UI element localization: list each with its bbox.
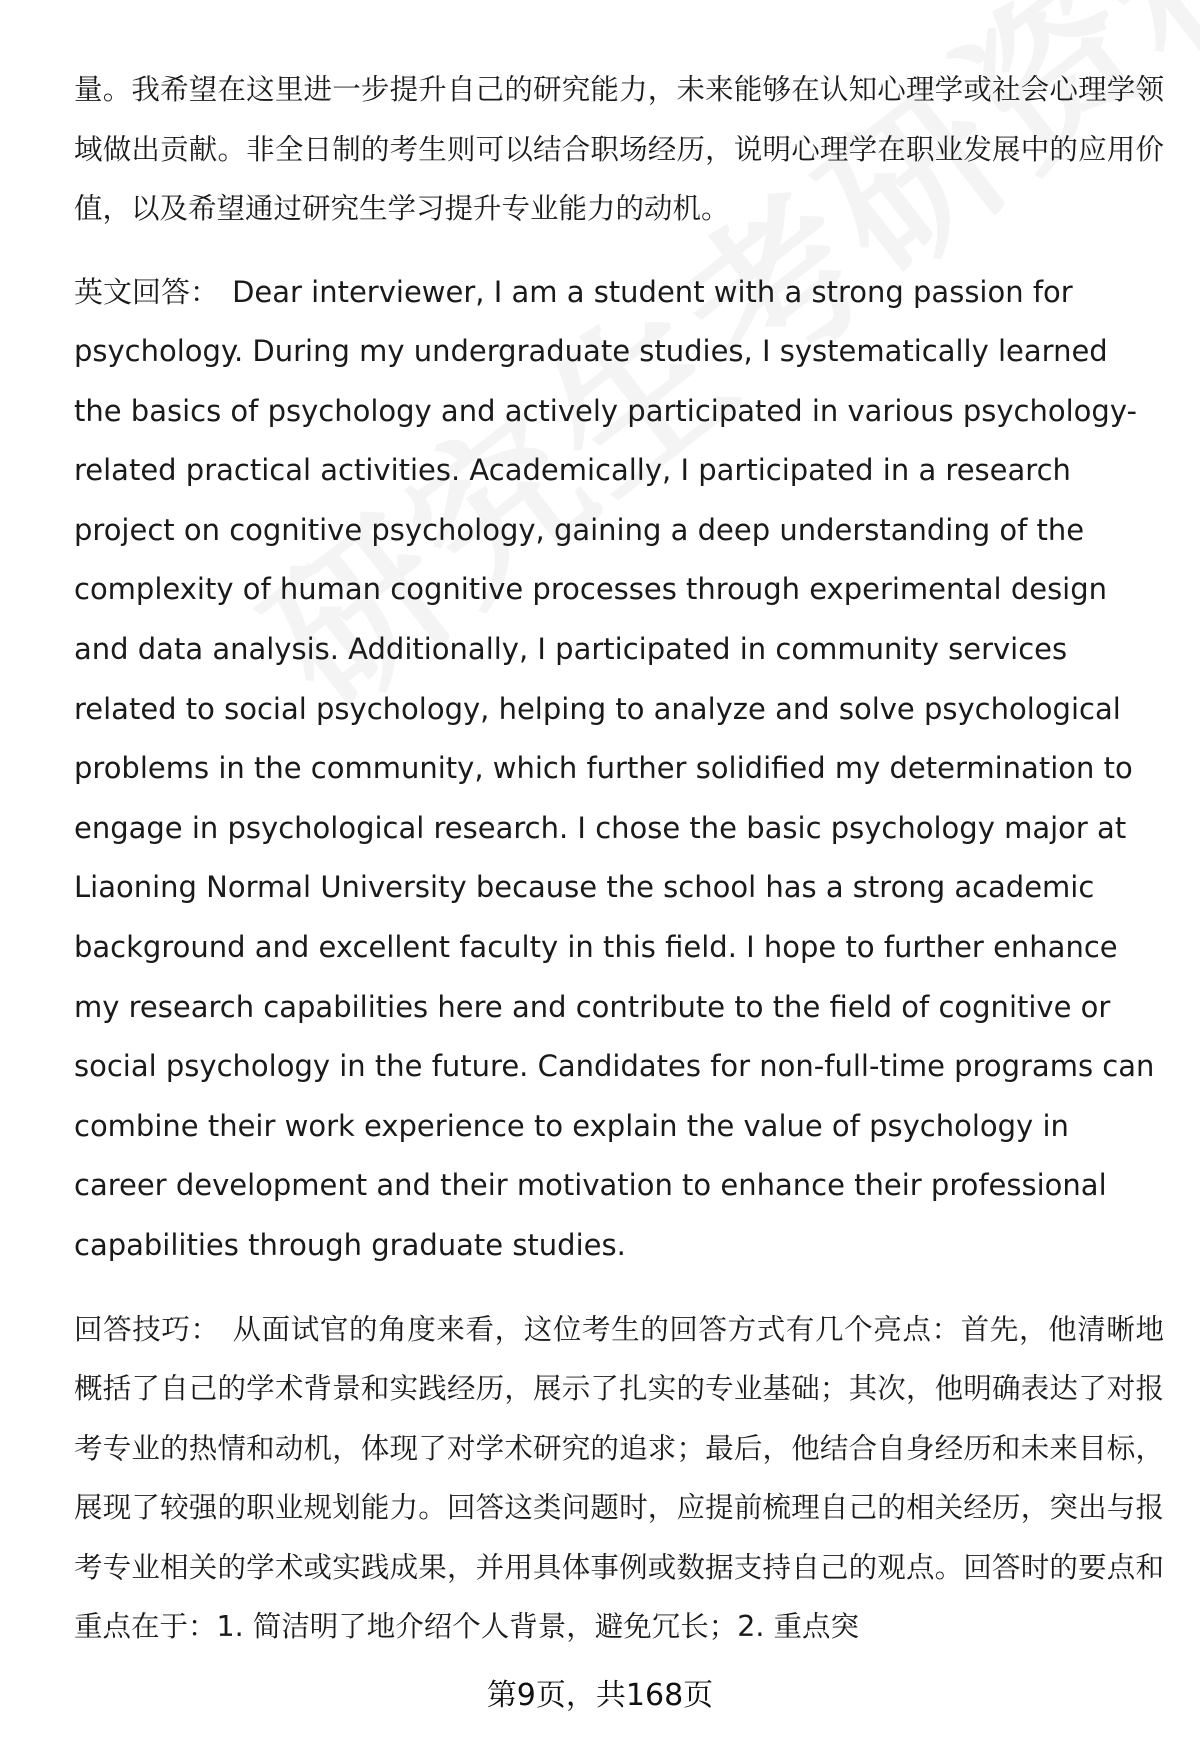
paragraph-gap <box>74 1276 1164 1300</box>
english-answer-text: Dear interviewer, I am a student with a strong passion for psychology. During my undergraduate studies, I systematically learned the basics of psychology and actively participated in various psychology-related practical activities. Academically, I participated in a research project on cognitive psychology, gaining a deep understanding of the complexity of human cognitive processes through experimental design and data analysis. Additionally, I participated in community services related to social psychology, helping to analyze and solve psychological problems in the community, which further solidified my determination to engage in psychological research. I chose the basic psychology major at Liaoning Normal University because the school has a strong academic background and excellent faculty in this field. I hope to further enhance my research capabilities here and contribute to the field of cognitive or social psychology in the future. Candidates for non-full-time programs can combine their work experience to explain the value of psychology in career development and their motivation to enhance their professional capabilities through graduate studies. <box>74 274 1155 1262</box>
english-answer-paragraph <box>74 263 1164 1276</box>
intro-text: 量。我希望在这里进一步提升自己的研究能力，未来能够在认知心理学或社会心理学领域做出贡献。非全日制的考生则可以结合职场经历，说明心理学在职业发展中的应用价值，以及希望通过研究生学习提升专业能力的动机。 <box>74 73 1164 225</box>
tips-text: 从面试官的角度来看，这位考生的回答方式有几个亮点：首先，他清晰地概括了自己的学术背景和实践经历，展示了扎实的专业基础；其次，他明确表达了对报考专业的热情和动机，体现了对学术研究的追求；最后，他结合自身经历和未来目标，展现了较强的职业规划能力。回答这类问题时，应提前梳理自己的相关经历，突出与报考专业相关的学术或实践成果，并用具体事例或数据支持自己的观点。回答时的要点和重点在于：1. 简洁明了地介绍个人背景，避免冗长；2. 重点突 <box>74 1312 1164 1644</box>
page-number-footer <box>0 1676 1200 1716</box>
tips-label: 回答技巧： <box>74 1312 220 1346</box>
tips-paragraph <box>74 1300 1164 1657</box>
paragraph-gap <box>74 239 1164 263</box>
page-content <box>74 60 1164 1657</box>
page-indicator: 第9页，共168页 <box>486 1678 714 1713</box>
english-answer-label: 英文回答： <box>74 274 220 309</box>
intro-paragraph <box>74 60 1164 239</box>
